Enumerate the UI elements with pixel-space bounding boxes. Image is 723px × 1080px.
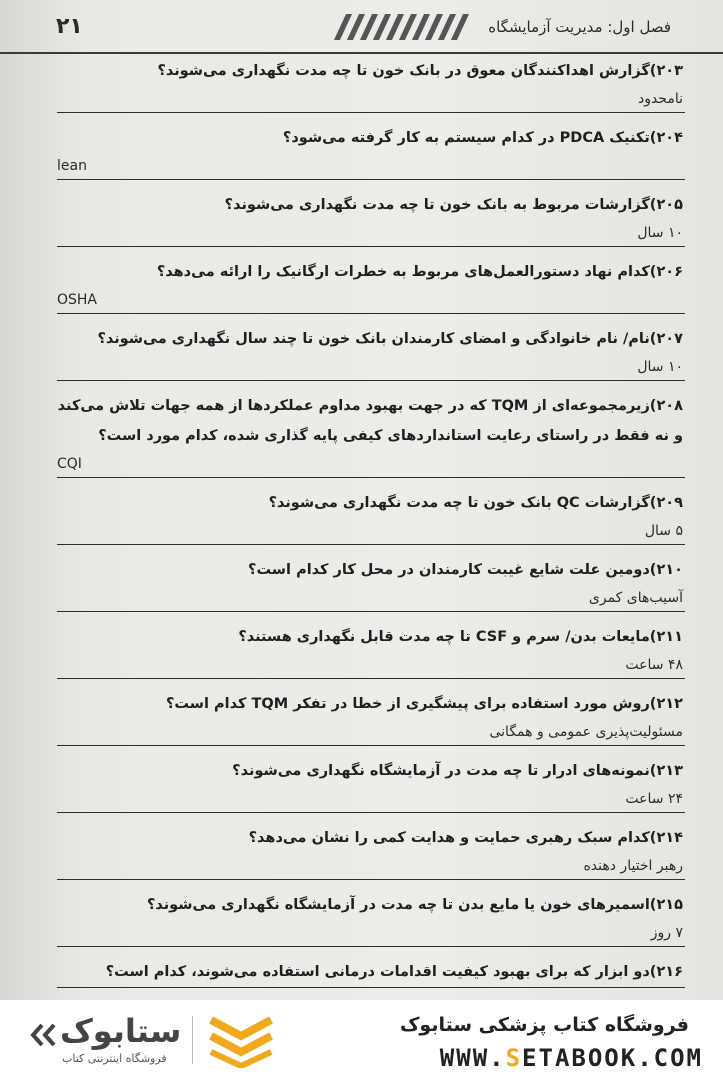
question-text: ۲۰۴)تکنیک PDCA در کدام سیستم به کار گرفته می‌شود؟ [282, 130, 683, 146]
answer-text: ۱۰ سال [637, 359, 683, 375]
shop-name: فروشگاه کتاب پزشکی ستابوک [399, 1014, 689, 1036]
answer-text: ۴۸ ساعت [625, 657, 683, 673]
publisher-footer [0, 1000, 723, 1080]
question-text: ۲۰۵)گزارشات مربوط به بانک خون تا چه مدت نگهداری می‌شوند؟ [224, 197, 683, 213]
answer-text: ۷ روز [650, 925, 683, 941]
url-accent-letter: S [505, 1044, 523, 1072]
answer-text: OSHA [57, 292, 98, 308]
answer-text: ۲۴ ساعت [625, 791, 683, 807]
question-text: ۲۰۷)نام/ نام خانوادگی و امضای کارمندان بانک خون تا چند سال نگهداری می‌شوند؟ [97, 331, 683, 347]
qa-item [57, 391, 685, 478]
answer-text: lean [57, 158, 87, 174]
qa-item [57, 56, 685, 113]
qa-item [57, 190, 685, 247]
answer-text: نامحدود [637, 91, 683, 107]
question-text: ۲۰۶)کدام نهاد دستورالعمل‌های مربوط به خطرات ارگانیک را ارائه می‌دهد؟ [156, 264, 683, 280]
shop-url[interactable] [440, 1044, 703, 1072]
question-text: ۲۰۸)زیرمجموعه‌ای از TQM که در جهت بهبود مداوم عملکردها از همه جهات تلاش می‌کند و نه فقط در راستای رعایت استانداردهای کیفی پایه گذاری شده، کدام مورد است؟ [57, 398, 683, 444]
answer-text: رهبر اختیار دهنده [583, 858, 683, 874]
qa-item [57, 488, 685, 545]
chapter-title: فصل اول: مدیریت آزمایشگاه [488, 18, 671, 36]
answer-text: مسئولیت‌پذیری عمومی و همگانی [489, 724, 683, 740]
setabook-chevron-logo-icon [205, 1014, 277, 1068]
question-text: ۲۱۶)دو ابزار که برای بهبود کیفیت اقدامات درمانی استفاده می‌شوند، کدام است؟ [105, 964, 683, 980]
question-text: ۲۰۳)گزارش اهداکنندگان معوق در بانک خون تا چه مدت نگهداری می‌شوند؟ [157, 63, 683, 79]
question-text: ۲۱۱)مایعات بدن/ سرم و CSF تا چه مدت قابل نگهداری هستند؟ [238, 629, 683, 645]
logo-subtitle: فروشگاه اینترنتی کتاب [62, 1052, 167, 1065]
qa-item [57, 756, 685, 813]
page-header [0, 0, 723, 54]
url-prefix: WWW. [439, 1044, 506, 1072]
qa-item [57, 890, 685, 947]
qa-item [57, 823, 685, 880]
url-suffix: ETABOOK.COM [522, 1044, 703, 1072]
answer-text: آسیب‌های کمری [588, 590, 683, 606]
answer-text: CQI [57, 456, 82, 472]
qa-item [57, 957, 685, 988]
question-text: ۲۱۳)نمونه‌های ادرار تا چه مدت در آزمایشگاه نگهداری می‌شوند؟ [232, 763, 683, 779]
qa-item [57, 555, 685, 612]
answer-text: ۵ سال [644, 523, 683, 539]
answer-text: ۱۰ سال [637, 225, 683, 241]
question-text: ۲۱۵)اسمیرهای خون یا مایع بدن تا چه مدت در آزمایشگاه نگهداری می‌شوند؟ [146, 897, 683, 913]
logo-wordmark: ستابوک [60, 1012, 182, 1050]
qa-item [57, 689, 685, 746]
page-number: ۲۱ [56, 14, 83, 39]
question-text: ۲۰۹)گزارشات QC بانک خون تا چه مدت نگهداری می‌شوند؟ [268, 495, 683, 511]
double-chevron-left-icon [28, 1020, 58, 1050]
qa-item [57, 123, 685, 180]
question-text: ۲۱۰)دومین علت شایع غیبت کارمندان در محل کار کدام است؟ [248, 562, 683, 578]
logo-divider [192, 1016, 193, 1064]
qa-item [57, 324, 685, 381]
header-decoration [293, 14, 463, 40]
question-list [57, 56, 685, 998]
qa-item [57, 257, 685, 314]
question-text: ۲۱۴)کدام سبک رهبری حمایت و هدایت کمی را نشان می‌دهد؟ [248, 830, 683, 846]
question-text: ۲۱۲)روش مورد استفاده برای پیشگیری از خطا در تفکر TQM کدام است؟ [166, 696, 683, 712]
qa-item [57, 622, 685, 679]
